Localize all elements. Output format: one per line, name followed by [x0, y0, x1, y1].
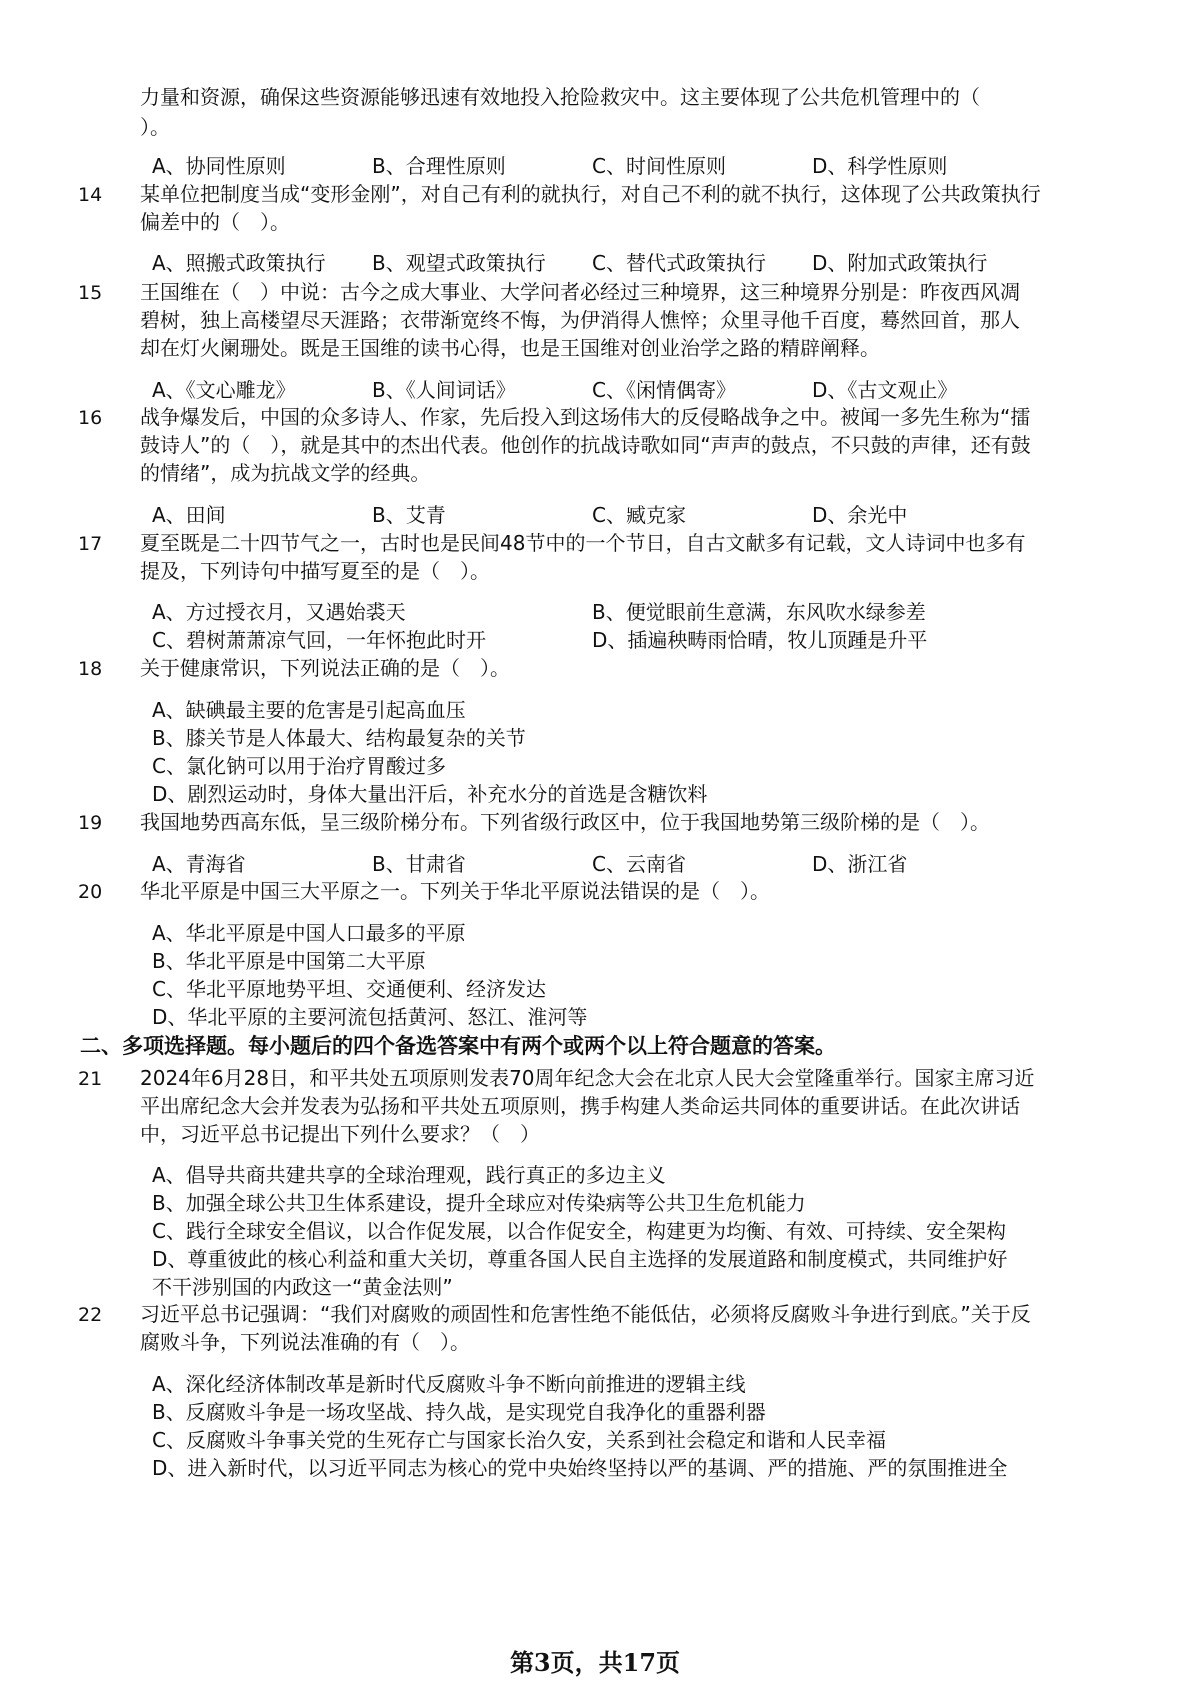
question-text-line: 王国维在（ ）中说：古今之成大事业、大学问者必经过三种境界，这三种境界分别是：昨夜西风凋	[140, 280, 1020, 304]
section-heading: 二、多项选择题。每小题后的四个备选答案中有两个或两个以上符合题意的答案。	[80, 1034, 836, 1058]
option-b: B、观望式政策执行	[372, 251, 546, 275]
option-d: D、浙江省	[812, 852, 908, 876]
question-text-line: 提及，下列诗句中描写夏至的是（ ）。	[140, 559, 490, 583]
option-d: D、插遍秧畴雨恰晴，牧儿顶踵是升平	[592, 628, 928, 652]
option-c: C、华北平原地势平坦、交通便利、经济发达	[152, 977, 546, 1001]
question-text-line: 某单位把制度当成“变形金刚”，对自己有利的就执行，对自己不利的就不执行，这体现了公共政策执行	[140, 182, 1041, 206]
option-a: A、华北平原是中国人口最多的平原	[152, 921, 466, 945]
question-text-line: 平出席纪念大会并发表为弘扬和平共处五项原则，携手构建人类命运共同体的重要讲话。在此次讲话	[140, 1094, 1020, 1118]
question-number: 18	[78, 658, 103, 680]
option-a: A、《文心雕龙》	[152, 378, 296, 402]
question-text-line: 习近平总书记强调：“我们对腐败的顽固性和危害性绝不能低估，必须将反腐败斗争进行到底。”关于反	[140, 1302, 1031, 1326]
question-text-line: ）。	[140, 115, 170, 139]
question-number: 21	[78, 1068, 103, 1090]
option-a: A、深化经济体制改革是新时代反腐败斗争不断向前推进的逻辑主线	[152, 1372, 746, 1396]
option-a: A、倡导共商共建共享的全球治理观，践行真正的多边主义	[152, 1163, 666, 1187]
option-a: A、协同性原则	[152, 154, 286, 178]
question-number: 17	[78, 533, 103, 555]
option-a: A、青海省	[152, 852, 246, 876]
question-text-line: 华北平原是中国三大平原之一。下列关于华北平原说法错误的是（ ）。	[140, 879, 770, 903]
option-c: C、臧克家	[592, 503, 686, 527]
question-text-line: 却在灯火阑珊处。既是王国维的读书心得，也是王国维对创业治学之路的精辟阐释。	[140, 336, 880, 360]
option-b: B、甘肃省	[372, 852, 466, 876]
question-number: 14	[78, 184, 103, 206]
question-text-line: 偏差中的（ ）。	[140, 210, 290, 234]
option-d-continued: 不干涉别国的内政这一“黄金法则”	[152, 1275, 453, 1299]
option-d: D、剧烈运动时，身体大量出汗后，补充水分的首选是含糖饮料	[152, 782, 708, 806]
question-text-line: 鼓诗人”的（ ），就是其中的杰出代表。他创作的抗战诗歌如同“声声的鼓点，不只鼓的声律，还有鼓	[140, 433, 1031, 457]
option-b: B、华北平原是中国第二大平原	[152, 949, 426, 973]
option-d: D、附加式政策执行	[812, 251, 988, 275]
option-a: A、缺碘最主要的危害是引起高血压	[152, 698, 466, 722]
option-d: D、余光中	[812, 503, 908, 527]
option-c: C、《闲情偶寄》	[592, 378, 736, 402]
question-text-line: 碧树，独上高楼望尽天涯路；衣带渐宽终不悔，为伊消得人憔悴；众里寻他千百度，蓦然回首，那人	[140, 308, 1020, 332]
question-text-line: 中，习近平总书记提出下列什么要求？（ ）	[140, 1122, 540, 1146]
option-d: D、科学性原则	[812, 154, 948, 178]
option-b: B、反腐败斗争是一场攻坚战、持久战，是实现党自我净化的重器利器	[152, 1400, 766, 1424]
option-b: B、艾青	[372, 503, 446, 527]
question-number: 19	[78, 812, 103, 834]
option-c: C、碧树萧萧凉气回，一年怀抱此时开	[152, 628, 486, 652]
option-d: D、尊重彼此的核心利益和重大关切，尊重各国人民自主选择的发展道路和制度模式，共同维护好	[152, 1247, 1008, 1271]
option-d: D、华北平原的主要河流包括黄河、怒江、淮河等	[152, 1005, 588, 1029]
question-number: 20	[78, 881, 103, 903]
option-b: B、膝关节是人体最大、结构最复杂的关节	[152, 726, 526, 750]
question-text-line: 战争爆发后，中国的众多诗人、作家，先后投入到这场伟大的反侵略战争之中。被闻一多先生称为“擂	[140, 405, 1031, 429]
question-text-line: 力量和资源，确保这些资源能够迅速有效地投入抢险救灾中。这主要体现了公共危机管理中的（	[140, 85, 980, 109]
question-text-line: 我国地势西高东低，呈三级阶梯分布。下列省级行政区中，位于我国地势第三级阶梯的是（ ）。	[140, 810, 990, 834]
option-c: C、反腐败斗争事关党的生死存亡与国家长治久安，关系到社会稳定和谐和人民幸福	[152, 1428, 886, 1452]
question-text-line: 关于健康常识，下列说法正确的是（ ）。	[140, 656, 510, 680]
option-b: B、《人间词话》	[372, 378, 516, 402]
question-text-line: 夏至既是二十四节气之一，古时也是民间48节中的一个节日，自古文献多有记载，文人诗词中也多有	[140, 531, 1026, 555]
question-text-line: 腐败斗争，下列说法准确的有（ ）。	[140, 1330, 470, 1354]
question-text-line: 2024年6月28日，和平共处五项原则发表70周年纪念大会在北京人民大会堂隆重举行。国家主席习近	[140, 1066, 1035, 1090]
option-c: C、替代式政策执行	[592, 251, 766, 275]
option-a: A、田间	[152, 503, 226, 527]
option-a: A、照搬式政策执行	[152, 251, 326, 275]
question-number: 16	[78, 407, 103, 429]
question-text-line: 的情绪”，成为抗战文学的经典。	[140, 461, 431, 485]
option-d: D、进入新时代，以习近平同志为核心的党中央始终坚持以严的基调、严的措施、严的氛围推进全	[152, 1456, 1008, 1480]
option-b: B、加强全球公共卫生体系建设，提升全球应对传染病等公共卫生危机能力	[152, 1191, 806, 1215]
option-b: B、便觉眼前生意满，东风吹水绿参差	[592, 600, 926, 624]
question-number: 22	[78, 1304, 103, 1326]
option-c: C、云南省	[592, 852, 686, 876]
option-c: C、践行全球安全倡议，以合作促发展，以合作促安全，构建更为均衡、有效、可持续、安全架构	[152, 1219, 1006, 1243]
page-number-footer: 第3页，共17页	[509, 1648, 681, 1677]
option-a: A、方过授衣月，又遇始裘天	[152, 600, 406, 624]
question-number: 15	[78, 282, 103, 304]
option-c: C、氯化钠可以用于治疗胃酸过多	[152, 754, 446, 778]
option-d: D、《古文观止》	[812, 378, 958, 402]
option-c: C、时间性原则	[592, 154, 726, 178]
option-b: B、合理性原则	[372, 154, 506, 178]
